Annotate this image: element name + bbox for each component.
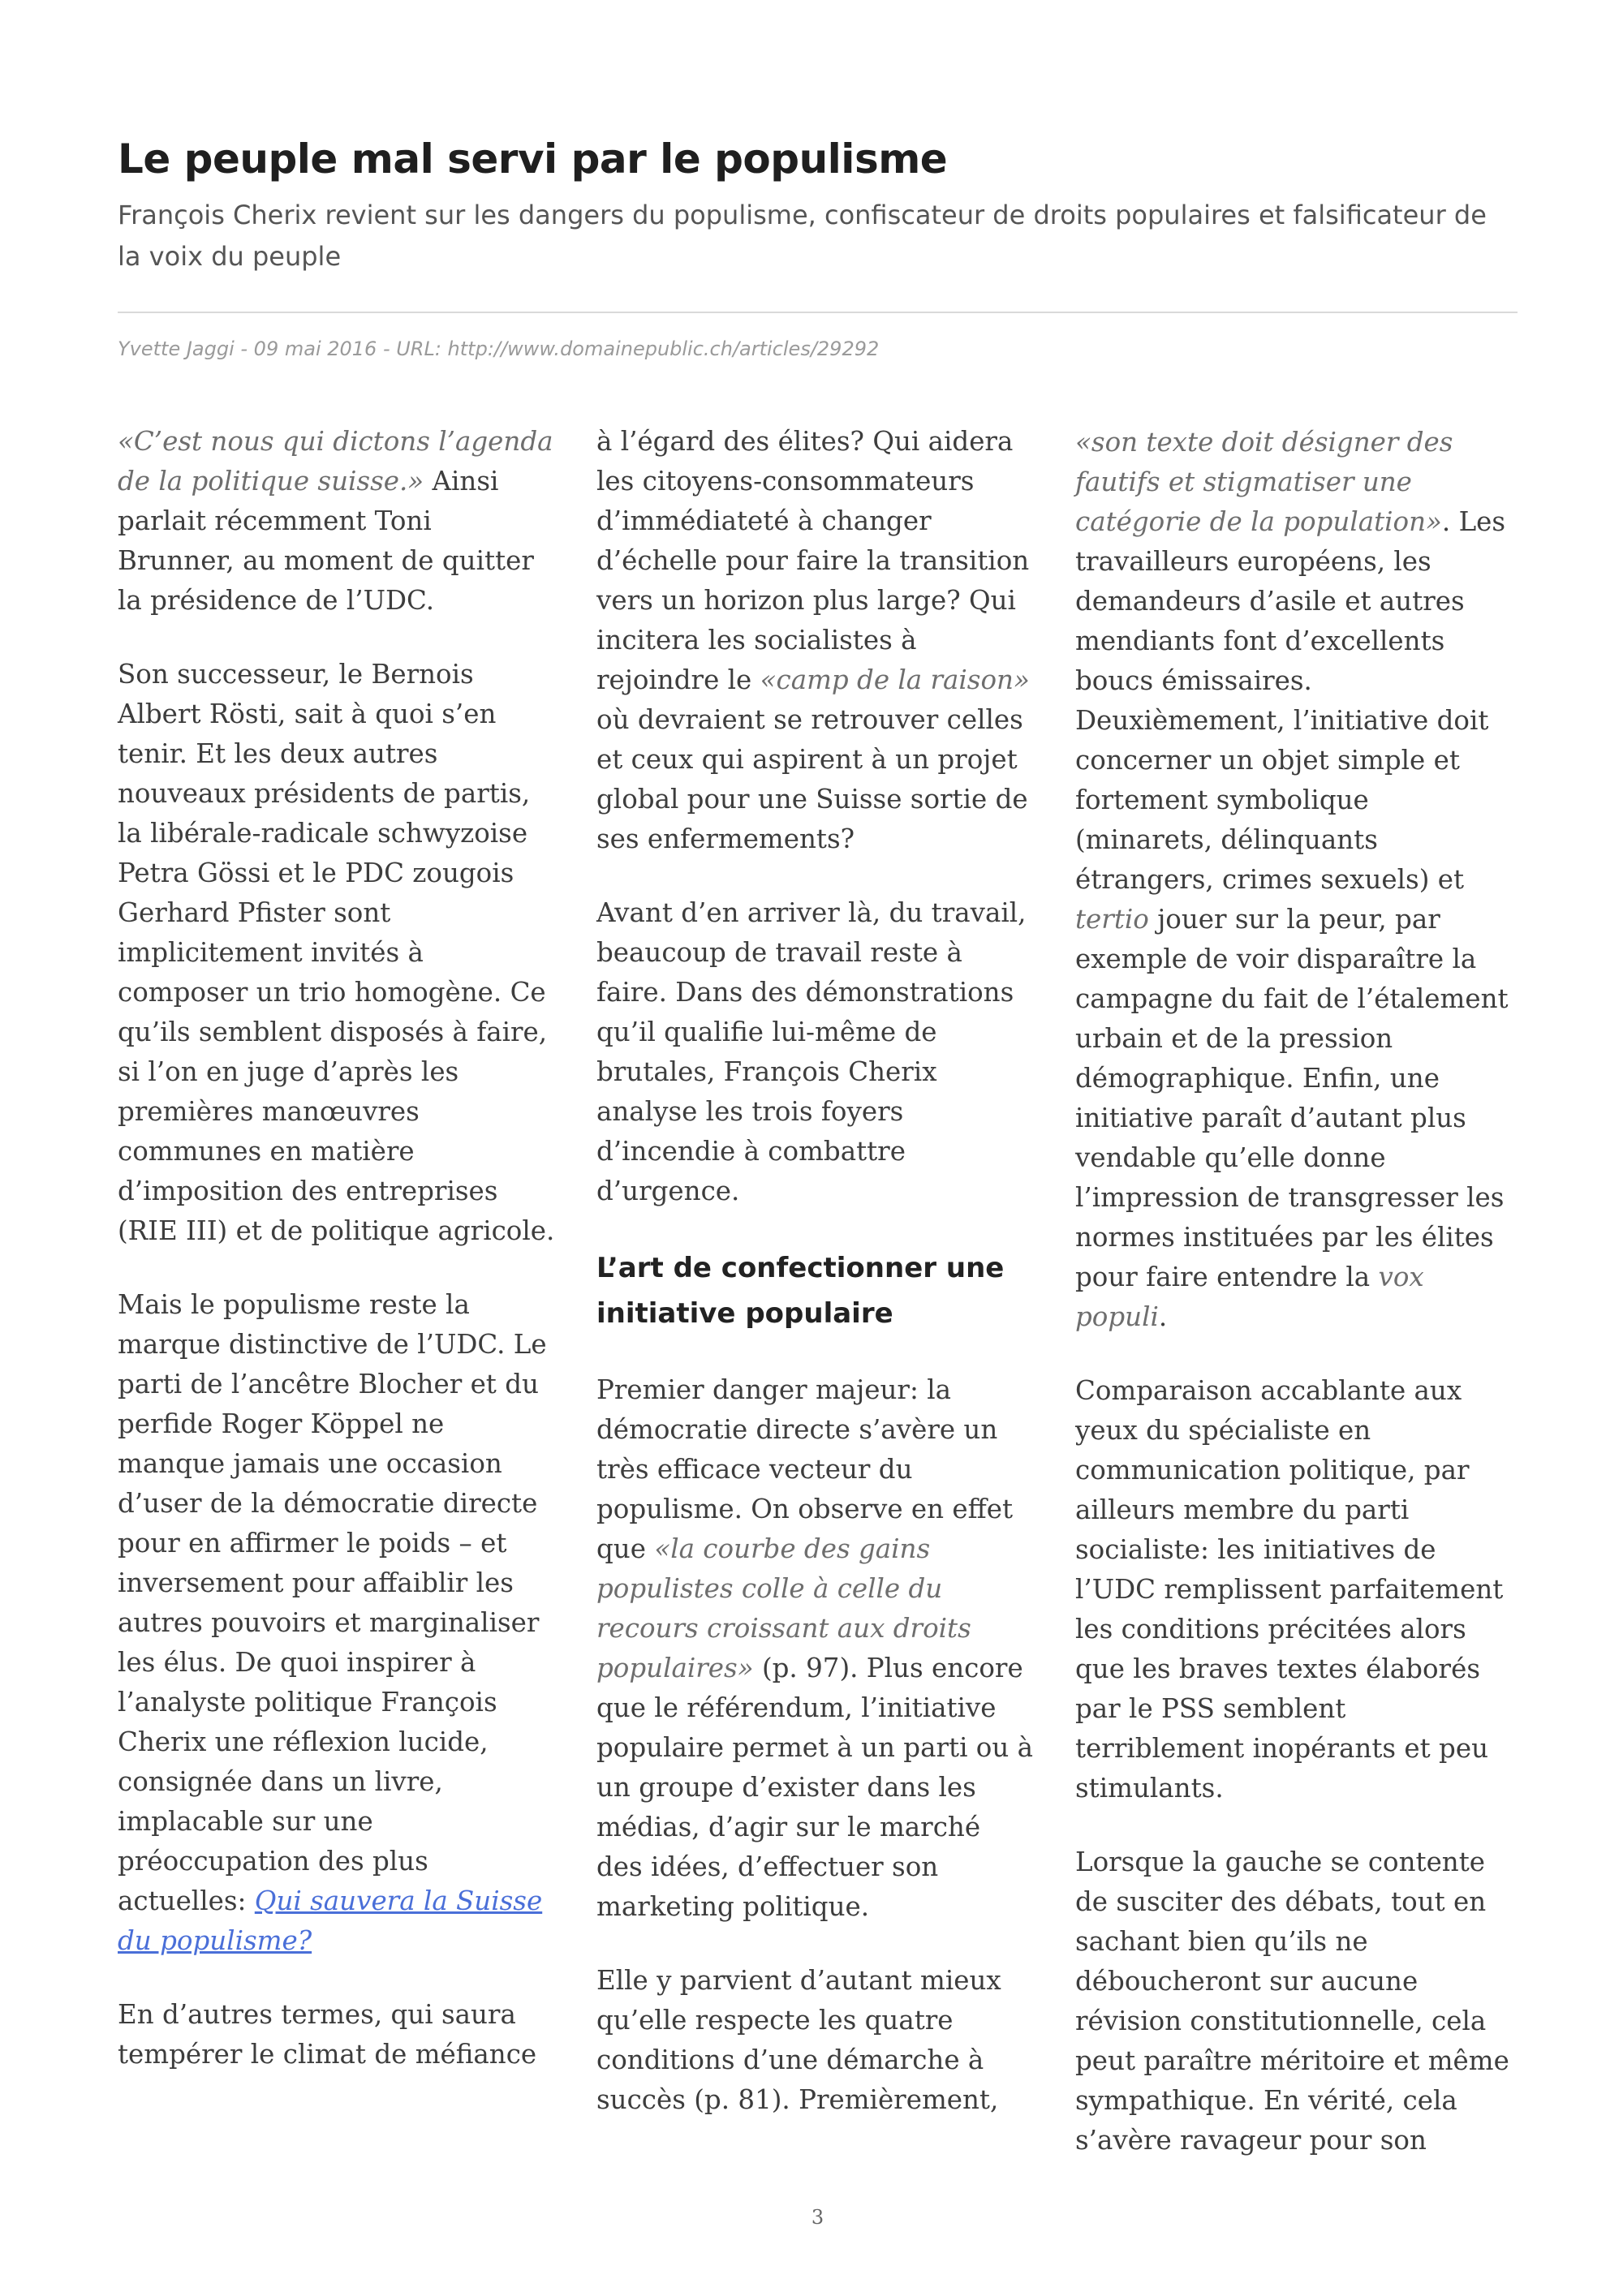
quote: «la courbe des gains populistes colle à celle du recours croissant aux droits populaires» bbox=[596, 1533, 971, 1683]
paragraph: Son successeur, le Bernois Albert Rösti, sait à quoi s’en tenir. Et les deux autres nouveaux présidents de partis, la libérale-radicale schwyzoise Petra Gössi et le PDC zougois Gerhard Pfister sont implicitement invités à composer un trio homogène. Ce qu’ils semblent disposés à faire, si l’on en juge d’après les premières manœuvres communes en matière d’imposition des entreprises (RIE III) et de politique agricole. bbox=[118, 659, 555, 1246]
quote: «camp de la raison» bbox=[760, 664, 1030, 695]
paragraph bbox=[118, 1285, 556, 1961]
text-column-2 bbox=[596, 422, 1035, 2154]
paragraph-text: . Les travailleurs européens, les demandeurs d’asile et autres mendiants font d’excellents boucs émissaires. Deuxièmement, l’initiative doit concerner un objet simple et fortement symbolique (minarets, délinquants étrangers, crimes sexuels) et bbox=[1075, 506, 1506, 895]
article-subtitle: François Cherix revient sur les dangers du populisme, confiscateur de droits populaires et falsificateur de la voix du peuple bbox=[118, 200, 1487, 272]
paragraph bbox=[118, 422, 556, 621]
paragraph bbox=[1075, 423, 1513, 1337]
paragraph bbox=[596, 422, 1035, 859]
text-column-1 bbox=[118, 422, 556, 2109]
paragraph: Elle y parvient d’autant mieux qu’elle respecte les quatre conditions d’une démarche à succès (p. 81). Premièrement, bbox=[596, 1965, 1001, 2115]
paragraph-text: Premier danger majeur: la démocratie directe s’avère un très efficace vecteur du populisme. On observe en effet que bbox=[596, 1374, 1014, 1564]
emphasis: vox populi bbox=[1075, 1262, 1424, 1332]
paragraph bbox=[596, 1370, 1035, 1927]
quote: «C’est nous qui dictons l’agenda de la politique suisse.» bbox=[118, 426, 553, 497]
text-column-3 bbox=[1075, 423, 1513, 2195]
quote: «son texte doit désigner des fautifs et stigmatiser une catégorie de la population» bbox=[1075, 427, 1453, 537]
article-title: Le peuple mal servi par le populisme bbox=[118, 135, 948, 183]
paragraph: Lorsque la gauche se contente de susciter des débats, tout en sachant bien qu’ils ne déboucheront sur aucune révision constitutionnelle, cela peut paraître méritoire et même sympathique. En vérité, cela s’avère ravageur pour son bbox=[1075, 1847, 1509, 2156]
paragraph: Avant d’en arriver là, du travail, beaucoup de travail reste à faire. Dans des démonstrations qu’il qualifie lui-même de brutales, François Cherix analyse les trois foyers d’incendie à combattre d’urgence. bbox=[596, 897, 1027, 1206]
emphasis: tertio bbox=[1075, 904, 1149, 935]
book-link[interactable]: Qui sauvera la Suisse du populisme? bbox=[118, 1885, 543, 1956]
paragraph-text: jouer sur la peur, par exemple de voir disparaître la campagne du fait de l’étalement urbain et de la pression démographique. Enfin, une initiative paraît d’autant plus vendable qu’elle donne l’impression de transgresser les normes instituées par les élites pour faire entendre la bbox=[1075, 904, 1509, 1292]
paragraph-text: (p. 97). Plus encore que le référendum, l’initiative populaire permet à un parti ou à un groupe d’exister dans les médias, d’agir sur le marché des idées, d’effectuer son marketing politique. bbox=[596, 1653, 1033, 1922]
paragraph-text: où devraient se retrouver celles et ceux qui aspirent à un projet global pour une Suisse sortie de ses enfermements? bbox=[596, 704, 1028, 854]
section-heading: L’art de confectionner une initiative populaire bbox=[596, 1252, 1005, 1330]
paragraph: En d’autres termes, qui saura tempérer le climat de méfiance bbox=[118, 1999, 537, 2070]
paragraph-text: Ainsi parlait récemment Toni Brunner, au moment de quitter la présidence de l’UDC. bbox=[118, 466, 534, 616]
paragraph: Comparaison accablante aux yeux du spécialiste en communication politique, par ailleurs membre du parti socialiste: les initiatives de l’UDC remplissent parfaitement les conditions précitées alors que les braves textes élaborés par le PSS semblent terriblement inopérants et peu stimulants. bbox=[1075, 1375, 1504, 1804]
document-page bbox=[118, 0, 1518, 2296]
article-meta: Yvette Jaggi - 09 mai 2016 - URL: http://www.domainepublic.ch/articles/29292 bbox=[118, 338, 880, 360]
paragraph-text: Mais le populisme reste la marque distinctive de l’UDC. Le parti de l’ancêtre Blocher et du perfide Roger Köppel ne manque jamais une occasion d’user de la démocratie directe pour en affirmer le poids – et inversement pour affaiblir les autres pouvoirs et marginaliser les élus. De quoi inspirer à l’analyste politique François Cherix une réflexion lucide, consignée dans un livre, implacable sur une préoccupation des plus actuelles: bbox=[118, 1289, 547, 1916]
paragraph-text: . bbox=[1158, 1301, 1168, 1332]
paragraph-text: à l’égard des élites? Qui aidera les citoyens-consommateurs d’immédiateté à changer d’échelle pour faire la transition vers un horizon plus large? Qui incitera les socialistes à rejoindre le bbox=[596, 426, 1030, 695]
page-number: 3 bbox=[811, 2206, 824, 2229]
header-divider bbox=[118, 312, 1518, 313]
